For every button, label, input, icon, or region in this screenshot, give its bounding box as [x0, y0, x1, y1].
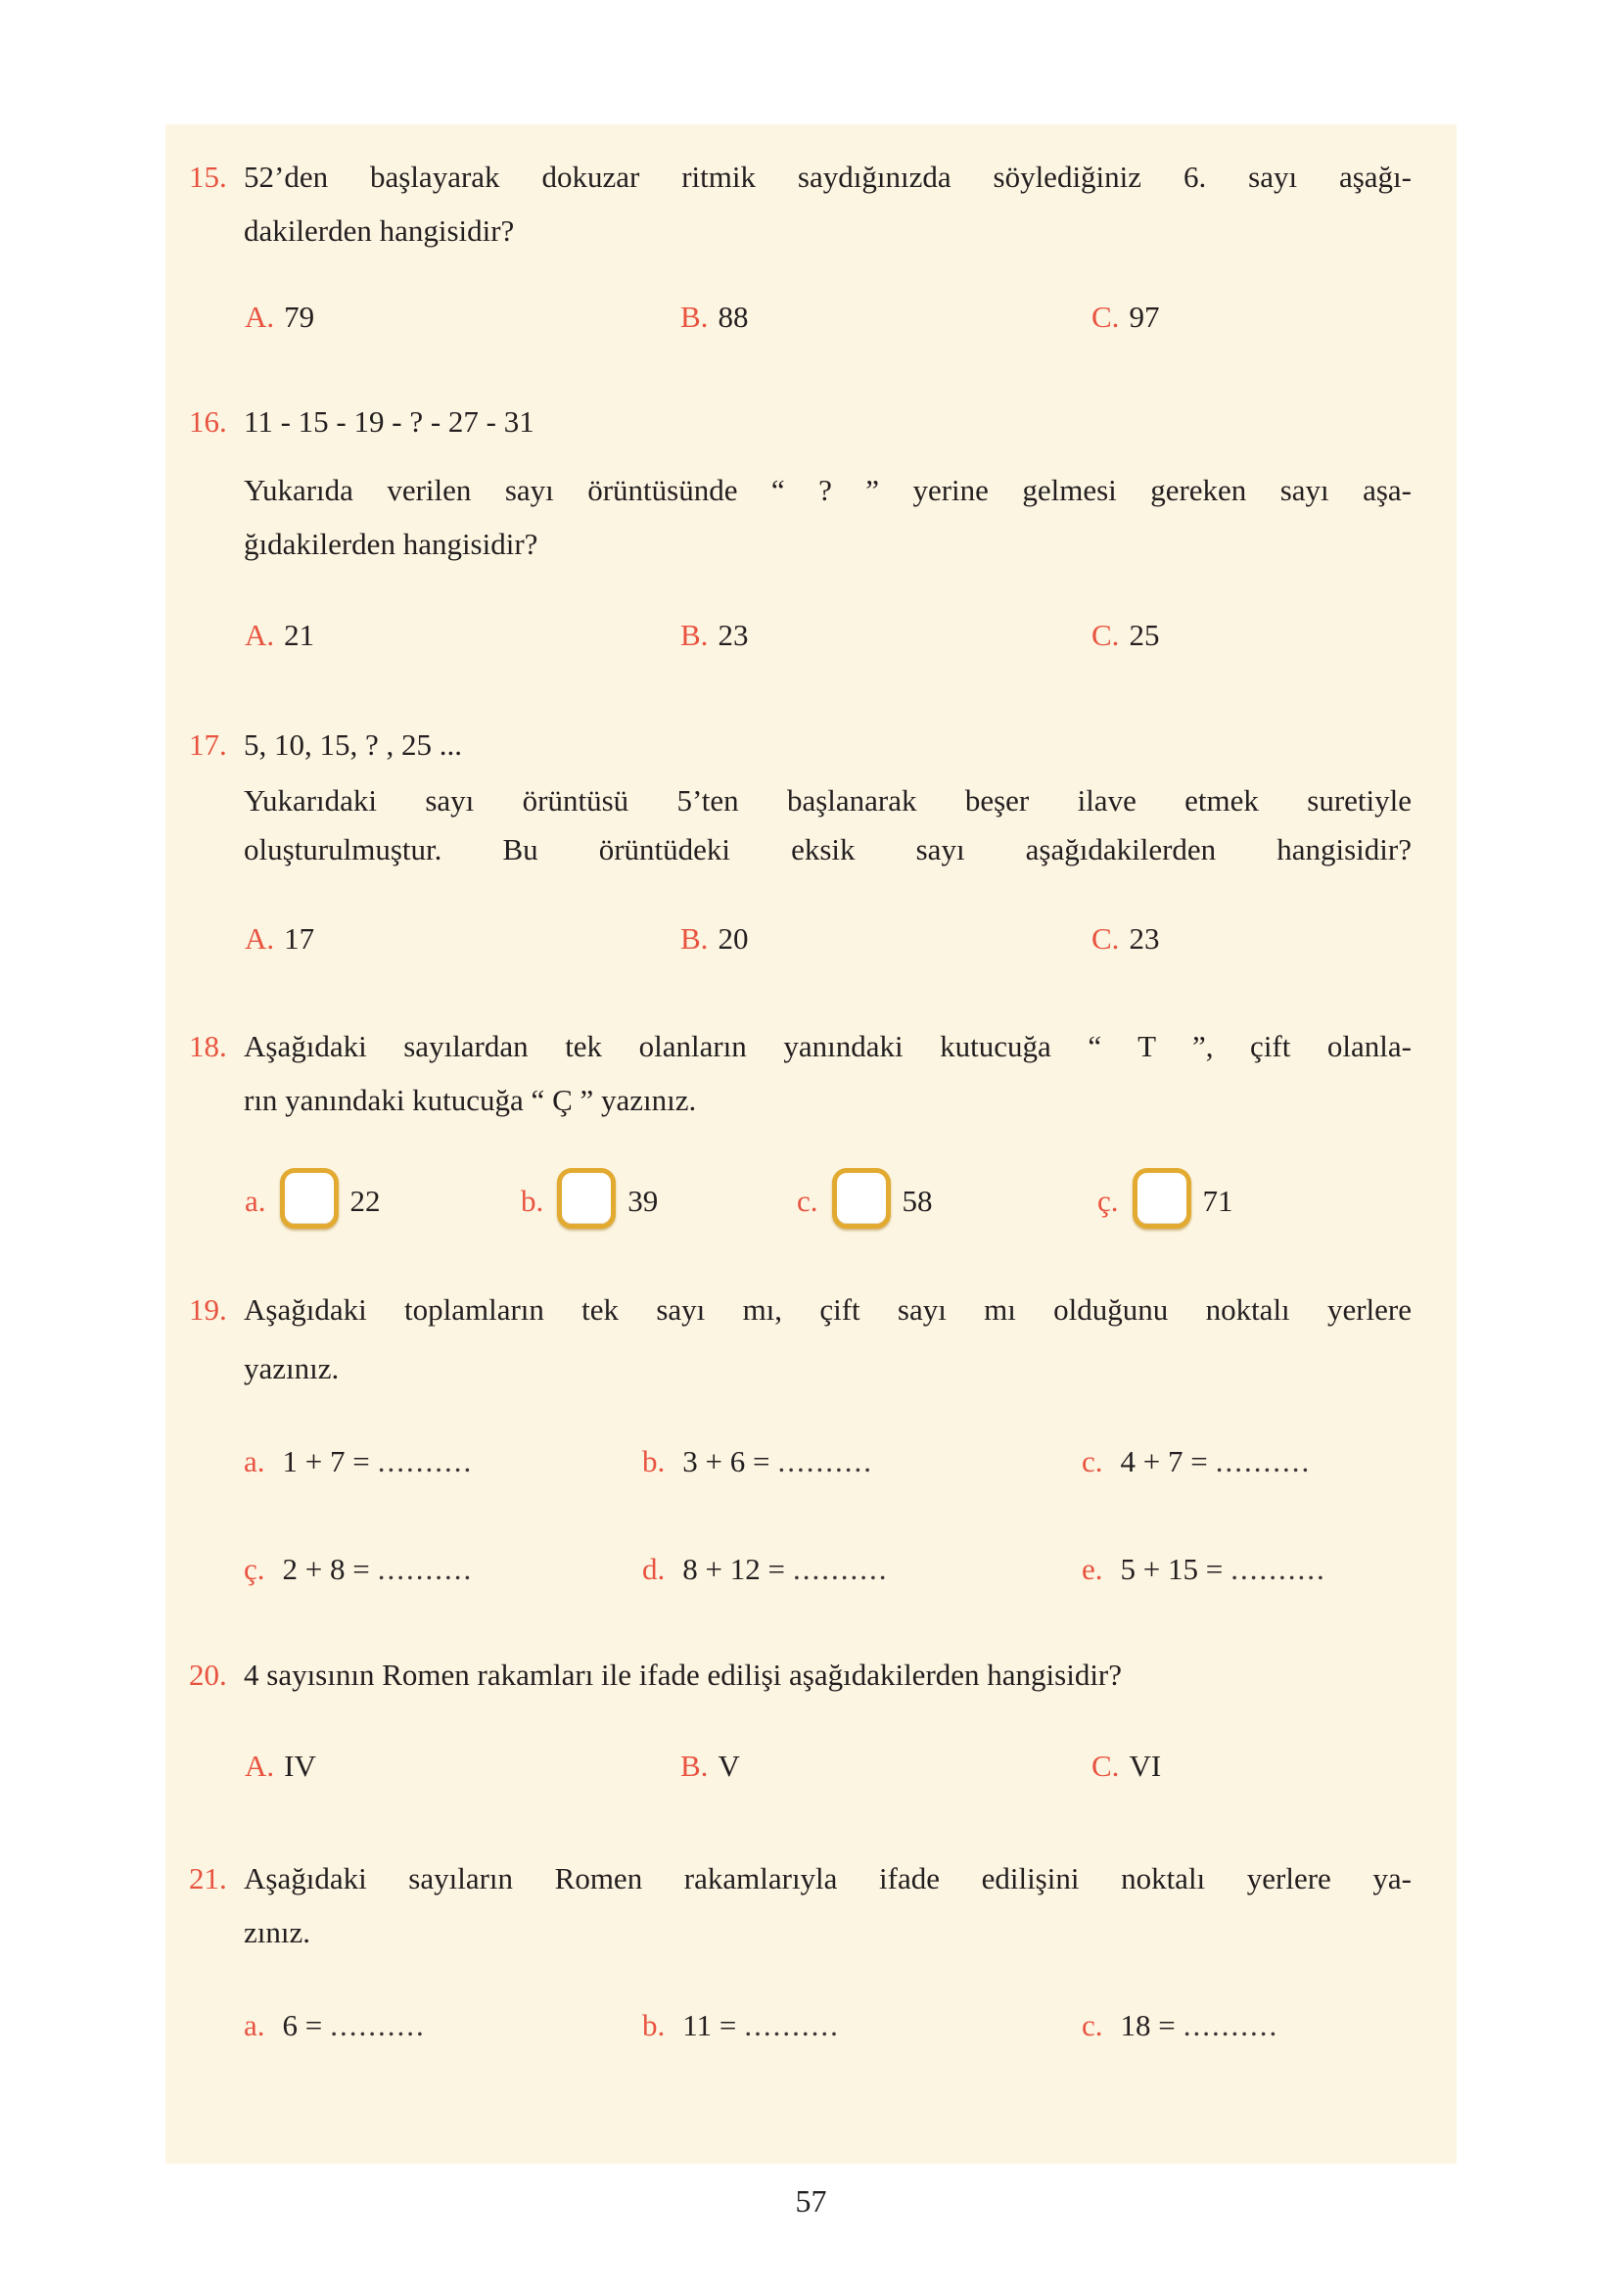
expression: 3 + 6 = — [682, 1444, 770, 1478]
sum-item-a — [244, 1434, 473, 1488]
question-text-line: Aşağıdaki toplamların tek sayı mı, çift sayı mı olduğunu noktalı yerlere — [244, 1292, 1412, 1327]
question-19 — [165, 1281, 1457, 1398]
item-letter: ç. — [1097, 1184, 1119, 1219]
dotted-blank: .......... — [792, 1552, 889, 1586]
question-text-line: 4 sayısının Romen rakamları ile ifade edilişi aşağıdakilerden hangisidir? — [244, 1658, 1123, 1692]
question-17-body — [165, 776, 1457, 874]
number-pattern: 5, 10, 15, ? , 25 ... — [244, 727, 463, 762]
question-text-line: Yukarıdaki sayı örüntüsü 5’ten başlanarak beşer ilave etmek suretiyle — [244, 783, 1412, 818]
question-21-text — [244, 1851, 1412, 1959]
option-letter: C. — [1091, 300, 1120, 334]
sum-item-b — [642, 1434, 873, 1488]
question-15-number: 15. — [189, 160, 227, 194]
question-20-number: 20. — [189, 1658, 227, 1692]
question-17 — [165, 718, 1457, 771]
sum-item-ch — [244, 1542, 473, 1596]
roman-item-b — [642, 1998, 840, 2052]
question-18-answer-row — [165, 1174, 1457, 1235]
item-letter: e. — [1082, 1552, 1103, 1586]
question-16-number: 16. — [189, 404, 227, 439]
roman-item-c — [1082, 1998, 1278, 2052]
option-c — [1091, 912, 1159, 965]
item-letter: b. — [521, 1184, 544, 1219]
item-number: 71 — [1202, 1184, 1233, 1219]
question-20-options — [165, 1739, 1457, 1800]
question-text-line: oluşturulmuştur. Bu örüntüdeki eksik sayı aşağıdakilerden hangisidir? — [244, 832, 1412, 866]
item-letter: a. — [245, 1184, 266, 1219]
option-letter: B. — [680, 921, 709, 956]
option-letter: A. — [245, 1749, 275, 1783]
question-16-text — [244, 463, 1412, 571]
item-number: 58 — [902, 1184, 933, 1219]
dotted-blank: .......... — [777, 1444, 873, 1478]
option-c — [1091, 608, 1159, 662]
page-number: 57 — [795, 2183, 827, 2219]
option-value: V — [718, 1749, 740, 1783]
sum-item-c — [1082, 1434, 1311, 1488]
answer-box[interactable] — [557, 1168, 616, 1229]
question-15-text — [244, 150, 1412, 257]
question-20 — [165, 1648, 1457, 1702]
option-letter: A. — [245, 300, 275, 334]
answer-box[interactable] — [832, 1168, 891, 1229]
question-17-headline-wrap — [244, 718, 1412, 771]
option-a — [245, 912, 314, 965]
question-18 — [165, 1019, 1457, 1127]
number-pattern: 11 - 15 - 19 - ? - 27 - 31 — [244, 404, 534, 439]
question-21 — [165, 1851, 1457, 1959]
option-value: 25 — [1129, 618, 1160, 652]
option-value: 88 — [718, 300, 749, 334]
option-value: 17 — [284, 921, 315, 956]
option-value: 21 — [284, 618, 315, 652]
item-letter: ç. — [244, 1552, 265, 1586]
question-text-line: dakilerden hangisidir? — [244, 213, 515, 248]
question-text-line: ğıdakilerden hangisidir? — [244, 527, 538, 561]
question-16-body — [165, 463, 1457, 571]
option-letter: C. — [1091, 1749, 1120, 1783]
dotted-blank: .......... — [744, 2008, 840, 2042]
question-text-line: Aşağıdaki sayıların Romen rakamlarıyla ifade edilişini noktalı yerlere ya- — [244, 1861, 1412, 1895]
question-17-options — [165, 912, 1457, 972]
answer-item-b — [521, 1174, 658, 1235]
option-value: 20 — [718, 921, 749, 956]
option-value: 23 — [1129, 921, 1160, 956]
option-b — [680, 1739, 740, 1793]
answer-box[interactable] — [280, 1168, 339, 1229]
option-value: IV — [284, 1749, 316, 1783]
option-b — [680, 290, 748, 344]
question-text-line: Yukarıda verilen sayı örüntüsünde “ ? ” yerine gelmesi gereken sayı aşa- — [244, 473, 1412, 507]
question-18-text — [244, 1019, 1412, 1127]
expression: 18 = — [1120, 2008, 1176, 2042]
item-letter: c. — [797, 1184, 818, 1219]
expression: 4 + 7 = — [1120, 1444, 1208, 1478]
dotted-blank: .......... — [1215, 1444, 1312, 1478]
option-letter: A. — [245, 921, 275, 956]
question-17-number: 17. — [189, 727, 227, 762]
answer-box[interactable] — [1133, 1168, 1191, 1229]
option-letter: C. — [1091, 921, 1120, 956]
dotted-blank: .......... — [1230, 1552, 1326, 1586]
option-b — [680, 608, 748, 662]
option-c — [1091, 290, 1159, 344]
item-letter: a. — [244, 2008, 265, 2042]
question-20-text — [244, 1648, 1412, 1702]
item-number: 22 — [349, 1184, 381, 1219]
question-16-options — [165, 608, 1457, 669]
option-letter: B. — [680, 1749, 709, 1783]
question-19-row-2 — [165, 1542, 1457, 1603]
question-21-items — [165, 1998, 1457, 2059]
question-text-line: Aşağıdaki sayılardan tek olanların yanındaki kutucuğa “ T ”, çift olanla- — [244, 1029, 1412, 1063]
question-19-row-1 — [165, 1434, 1457, 1495]
sum-item-e — [1082, 1542, 1326, 1596]
answer-item-c — [797, 1174, 933, 1235]
question-text-line: rın yanındaki kutucuğa “ Ç ” yazınız. — [244, 1083, 697, 1117]
dotted-blank: .......... — [330, 2008, 426, 2042]
answer-item-ch — [1097, 1174, 1233, 1235]
question-21-number: 21. — [189, 1861, 227, 1895]
expression: 5 + 15 = — [1120, 1552, 1224, 1586]
expression: 11 = — [682, 2008, 737, 2042]
sum-item-d — [642, 1542, 888, 1596]
item-letter: b. — [642, 1444, 666, 1478]
item-letter: a. — [244, 1444, 265, 1478]
dotted-blank: .......... — [377, 1444, 474, 1478]
expression: 2 + 8 = — [282, 1552, 370, 1586]
expression: 6 = — [282, 2008, 323, 2042]
question-19-number: 19. — [189, 1292, 227, 1327]
question-15-options — [165, 290, 1457, 351]
item-letter: c. — [1082, 2008, 1103, 2042]
question-19-text — [244, 1281, 1412, 1398]
question-text-line: 52’den başlayarak dokuzar ritmik saydığınızda söylediğiniz 6. sayı aşağı- — [244, 160, 1412, 194]
option-a — [245, 608, 314, 662]
option-letter: B. — [680, 618, 709, 652]
option-value: 23 — [718, 618, 749, 652]
option-letter: C. — [1091, 618, 1120, 652]
question-16 — [165, 395, 1457, 448]
option-a — [245, 290, 314, 344]
question-16-headline-wrap — [244, 395, 1412, 448]
item-letter: d. — [642, 1552, 666, 1586]
expression: 8 + 12 = — [682, 1552, 785, 1586]
option-value: VI — [1129, 1749, 1162, 1783]
option-letter: A. — [245, 618, 275, 652]
question-17-text — [244, 776, 1412, 874]
dotted-blank: .......... — [1183, 2008, 1279, 2042]
question-text-line: zınız. — [244, 1915, 310, 1949]
item-number: 39 — [627, 1184, 659, 1219]
dotted-blank: .......... — [377, 1552, 474, 1586]
option-b — [680, 912, 748, 965]
question-18-number: 18. — [189, 1029, 227, 1063]
option-c — [1091, 1739, 1161, 1793]
expression: 1 + 7 = — [282, 1444, 370, 1478]
question-text-line: yazınız. — [244, 1351, 340, 1385]
roman-item-a — [244, 1998, 426, 2052]
worksheet-panel — [165, 124, 1457, 2164]
item-letter: c. — [1082, 1444, 1103, 1478]
question-15 — [165, 150, 1457, 257]
option-a — [245, 1739, 316, 1793]
option-letter: B. — [680, 300, 709, 334]
answer-item-a — [245, 1174, 381, 1235]
option-value: 79 — [284, 300, 315, 334]
option-value: 97 — [1129, 300, 1160, 334]
item-letter: b. — [642, 2008, 666, 2042]
